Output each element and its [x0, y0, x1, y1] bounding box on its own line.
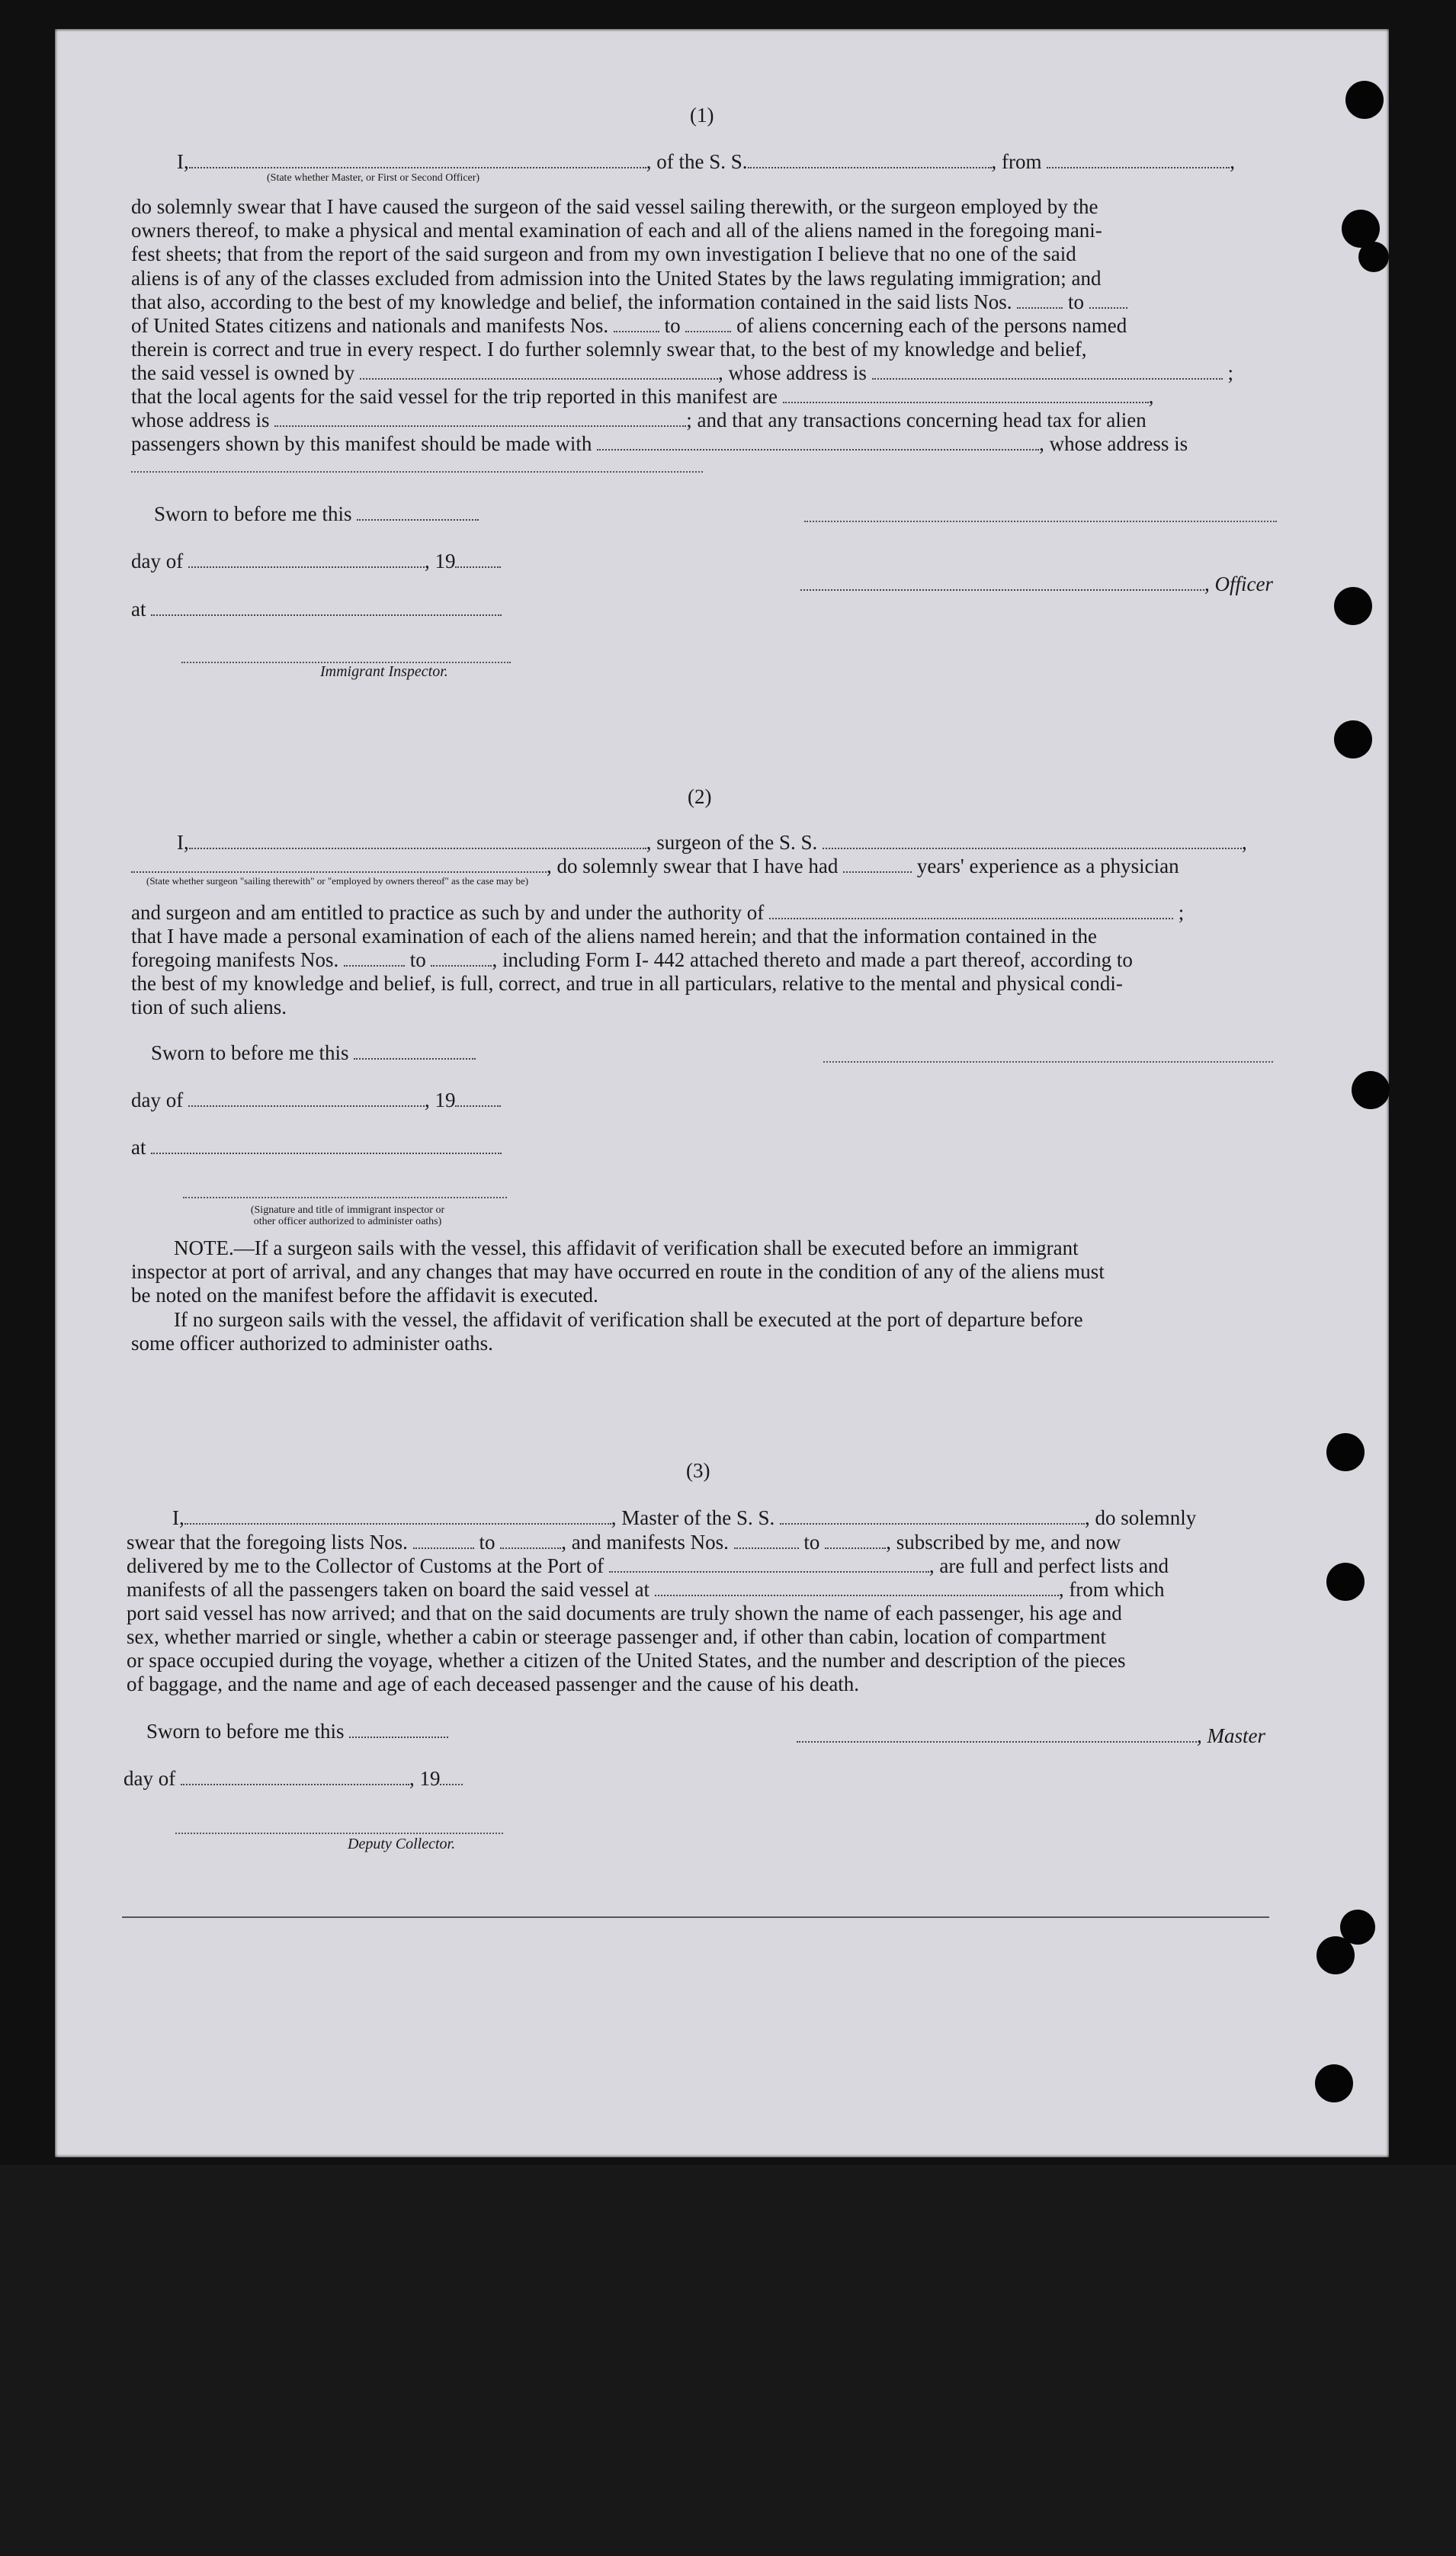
- s1-at: at: [131, 598, 502, 621]
- blank: [734, 1532, 799, 1549]
- s2-note-line: be noted on the manifest before the affidavit is executed.: [131, 1284, 598, 1307]
- s2-para-line: tion of such aliens.: [131, 996, 287, 1018]
- s1-para-line: passengers shown by this manifest should be made with , whose address is: [131, 432, 1188, 455]
- punch-hole: [1316, 1936, 1355, 1974]
- section-2-number: (2): [688, 785, 712, 808]
- s1-inspector-label: Immigrant Inspector.: [320, 663, 448, 680]
- blank: [455, 551, 501, 568]
- s1-para-line: of United States citizens and nationals and manifests Nos. to of aliens concerning each of the persons named: [131, 314, 1127, 337]
- blank: [131, 856, 547, 873]
- s1-para-line: that also, according to the best of my knowledge and belief, the information contained in the said lists Nos. to: [131, 290, 1127, 314]
- blank: [189, 832, 646, 849]
- s3-para-line: or space occupied during the voyage, whether a citizen of the United States, and the number and description of the pieces: [127, 1649, 1126, 1672]
- s3-para-line: sex, whether married or single, whether a cabin or steerage passenger and, if other than cabin, location of compartment: [127, 1625, 1107, 1648]
- blank: [413, 1532, 474, 1549]
- punch-hole: [1326, 1563, 1365, 1601]
- blank: [344, 950, 405, 967]
- blank: [1047, 152, 1230, 168]
- blank: [188, 1090, 425, 1107]
- blank: [748, 152, 992, 168]
- s1-line-1: I, , of the S. S. , from ,: [177, 150, 1235, 173]
- s2-para-line: and surgeon and am entitled to practice as such by and under the authority of ;: [131, 901, 1185, 924]
- s2-sworn: Sworn to before me this: [151, 1041, 476, 1065]
- blank: [1017, 292, 1063, 309]
- s3-para-line: swear that the foregoing lists Nos. to , and manifests Nos. to , subscribed by me, and now: [127, 1531, 1121, 1554]
- blank: [783, 386, 1149, 403]
- bottom-rule: [122, 1916, 1269, 1918]
- blank: [349, 1721, 448, 1738]
- s1-para-line: do solemnly swear that I have caused the surgeon of the said vessel sailing therewith, or the surgeon employed by the: [131, 195, 1098, 218]
- blank: [797, 1726, 1197, 1743]
- blank: [597, 434, 1039, 451]
- section-3-number: (3): [686, 1459, 710, 1482]
- s2-note-line: some officer authorized to administer oaths.: [131, 1332, 493, 1355]
- blank: [800, 574, 1204, 591]
- s2-note-line: If no surgeon sails with the vessel, the affidavit of verification shall be executed at the port of departure before: [174, 1308, 1083, 1331]
- punch-hole: [1358, 242, 1389, 272]
- s3-para-line: manifests of all the passengers taken on board the said vessel at , from which: [127, 1578, 1165, 1601]
- s3-master-line: , Master: [797, 1724, 1265, 1748]
- blank: [872, 363, 1223, 380]
- s3-collector-label: Deputy Collector.: [348, 1836, 456, 1852]
- s2-line-1: I, , surgeon of the S. S. ,: [177, 831, 1247, 854]
- s1-para-line: aliens is of any of the classes excluded from admission into the United States by the laws regulating immigration; and: [131, 267, 1102, 290]
- signature-line: [823, 1061, 1273, 1063]
- punch-hole: [1352, 1071, 1390, 1109]
- s2-note-line: inspector at port of arrival, and any changes that may have occurred en route in the condition of any of the aliens must: [131, 1260, 1105, 1283]
- blank: [181, 1769, 409, 1785]
- s1-para-line: fest sheets; that from the report of the said surgeon and from my own investigation I believe that no one of the said: [131, 242, 1076, 265]
- blank: [188, 551, 425, 568]
- s2-at: at: [131, 1136, 502, 1159]
- punch-hole: [1326, 1433, 1365, 1471]
- blank: [184, 1508, 611, 1525]
- s1-officer-note: (State whether Master, or First or Second Officer): [267, 172, 480, 184]
- s2-line-2: , do solemnly swear that I have had years' experience as a physician: [131, 855, 1179, 878]
- blank: [440, 1769, 463, 1785]
- blank: [1089, 292, 1127, 309]
- blank: [360, 363, 718, 380]
- s2-signature-note: (Signature and title of immigrant inspector or other officer authorized to administer oaths): [250, 1204, 445, 1227]
- s1-para-line: the said vessel is owned by , whose address is ;: [131, 361, 1233, 384]
- s3-sworn: Sworn to before me this: [146, 1720, 448, 1743]
- s2-note-line: NOTE.—If a surgeon sails with the vessel, this affidavit of verification shall be executed before an immigrant: [174, 1236, 1079, 1259]
- signature-line: [175, 1833, 503, 1834]
- s2-para-line: the best of my knowledge and belief, is full, correct, and true in all particulars, relative to the mental and physical condi-: [131, 972, 1123, 995]
- section-1-number: (1): [690, 104, 714, 127]
- blank: [823, 832, 1242, 849]
- blank: [614, 316, 659, 332]
- blank: [431, 950, 492, 967]
- punch-hole: [1315, 2064, 1353, 2102]
- blank: [151, 599, 502, 616]
- s2-surgeon-note: (State whether surgeon "sailing therewith" or "employed by owners thereof" as the case may be): [146, 875, 529, 887]
- blank: [500, 1532, 561, 1549]
- signature-line: [804, 521, 1277, 522]
- s3-day-of: day of , 19: [123, 1767, 463, 1791]
- punch-hole: [1334, 720, 1372, 758]
- s2-day-of: day of , 19: [131, 1089, 501, 1112]
- blank: [354, 1043, 476, 1060]
- signature-line: [183, 1197, 507, 1198]
- blank: [769, 903, 1173, 919]
- blank: [189, 152, 646, 168]
- blank: [843, 856, 912, 873]
- blank: [357, 504, 479, 521]
- s1-para-line: whose address is ; and that any transactions concerning head tax for alien: [131, 409, 1147, 431]
- s2-para-line: that I have made a personal examination of each of the aliens named herein; and that the information contained in the: [131, 925, 1098, 948]
- punch-hole: [1334, 587, 1372, 625]
- blank: [131, 471, 703, 473]
- s1-para-line: that the local agents for the said vessel for the trip reported in this manifest are ,: [131, 385, 1154, 408]
- s1-para-line: owners thereof, to make a physical and mental examination of each and all of the aliens named in the foregoing mani-: [131, 219, 1102, 242]
- blank: [609, 1556, 929, 1573]
- s3-para-line: of baggage, and the name and age of each deceased passenger and the cause of his death.: [127, 1672, 860, 1695]
- s2-para-line: foregoing manifests Nos. to , including Form I- 442 attached thereto and made a part thereof, according to: [131, 948, 1133, 971]
- blank: [455, 1090, 501, 1107]
- s3-line-1: I, , Master of the S. S. , do solemnly: [172, 1506, 1197, 1529]
- blank: [151, 1137, 502, 1154]
- blank: [655, 1579, 1059, 1596]
- s1-day-of: day of , 19: [131, 550, 501, 573]
- s1-para-line: therein is correct and true in every respect. I do further solemnly swear that, to the best of my knowledge and belief,: [131, 338, 1087, 361]
- s1-sworn: Sworn to before me this: [154, 502, 479, 526]
- blank: [685, 316, 731, 332]
- s1-officer-line: , Officer: [800, 572, 1273, 596]
- punch-hole: [1345, 81, 1384, 119]
- blank: [780, 1508, 1085, 1525]
- s3-para-line: delivered by me to the Collector of Customs at the Port of , are full and perfect lists and: [127, 1554, 1169, 1577]
- blank: [274, 410, 686, 427]
- scan-background: [0, 2165, 1456, 2556]
- blank: [825, 1532, 886, 1549]
- s3-para-line: port said vessel has now arrived; and that on the said documents are truly shown the name of each passenger, his age and: [127, 1602, 1122, 1624]
